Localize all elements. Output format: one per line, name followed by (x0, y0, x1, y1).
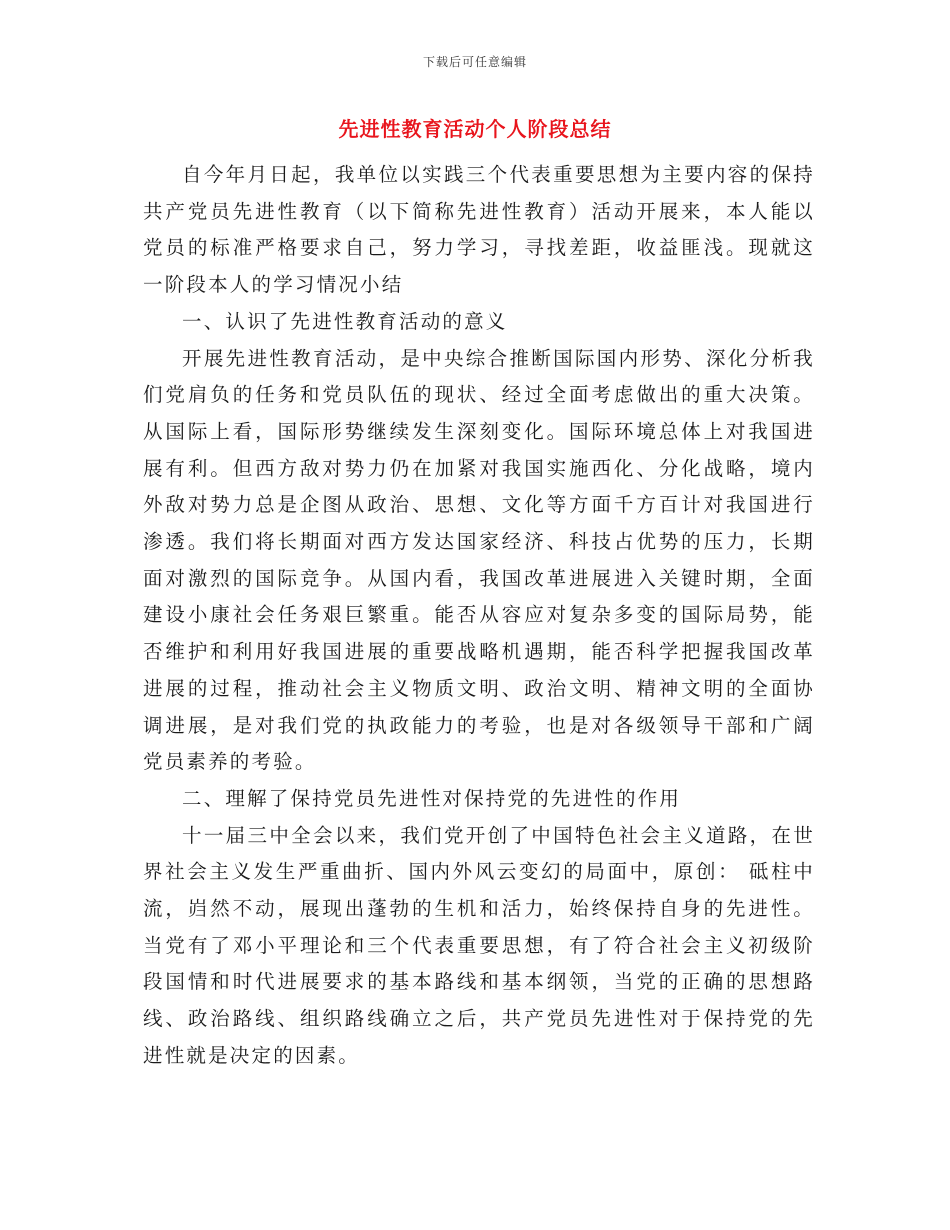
document-body (143, 157, 815, 1075)
section-heading-2: 二、理解了保持党员先进性对保持党的先进性的作用 (182, 786, 682, 810)
section-heading-1: 一、认识了先进性教育活动的意义 (182, 309, 508, 333)
document-title: 先进性教育活动个人阶段总结 (338, 117, 612, 141)
intro-paragraph: 自今年月日起，我单位以实践三个代表重要思想为主要内容的保持共产党员先进性教育（以下简称先进性教育）活动开展来，本人能以党员的标准严格要求自己，努力学习，寻找差距，收益匪浅。现就这一阶段本人的学习情况小结 (143, 163, 815, 297)
header-note: 下载后可任意编辑 (422, 55, 527, 69)
section-1-paragraph: 开展先进性教育活动，是中央综合推断国际国内形势、深化分析我们党肩负的任务和党员队伍的现状、经过全面考虑做出的重大决策。从国际上看，国际形势继续发生深刻变化。国际环境总体上对我国进展有利。但西方敌对势力仍在加紧对我国实施西化、分化战略，境内外敌对势力总是企图从政治、思想、文化等方面千方百计对我国进行渗透。我们将长期面对西方发达国家经济、科技占优势的压力，长期面对激烈的国际竞争。从国内看，我国改革进展进入关键时期，全面建设小康社会任务艰巨繁重。能否从容应对复杂多变的国际局势，能否维护和利用好我国进展的重要战略机遇期，能否科学把握我国改革进展的过程，推动社会主义物质文明、政治文明、精神文明的全面协调进展，是对我们党的执政能力的考验，也是对各级领导干部和广阔党员素养的考验。 (143, 346, 815, 774)
section-2-paragraph: 十一届三中全会以来，我们党开创了中国特色社会主义道路，在世界社会主义发生严重曲折、国内外风云变幻的局面中，原创： 砥柱中流，岿然不动，展现出蓬勃的生机和活力，始终保持自身的先进性。当党有了邓小平理论和三个代表重要思想，有了符合社会主义初级阶段国情和时代进展要求的基本路线和基本纲领，当党的正确的思想路线、政治路线、组织路线确立之后，共产党员先进性对于保持党的先进性就是决定的因素。 (143, 823, 815, 1067)
